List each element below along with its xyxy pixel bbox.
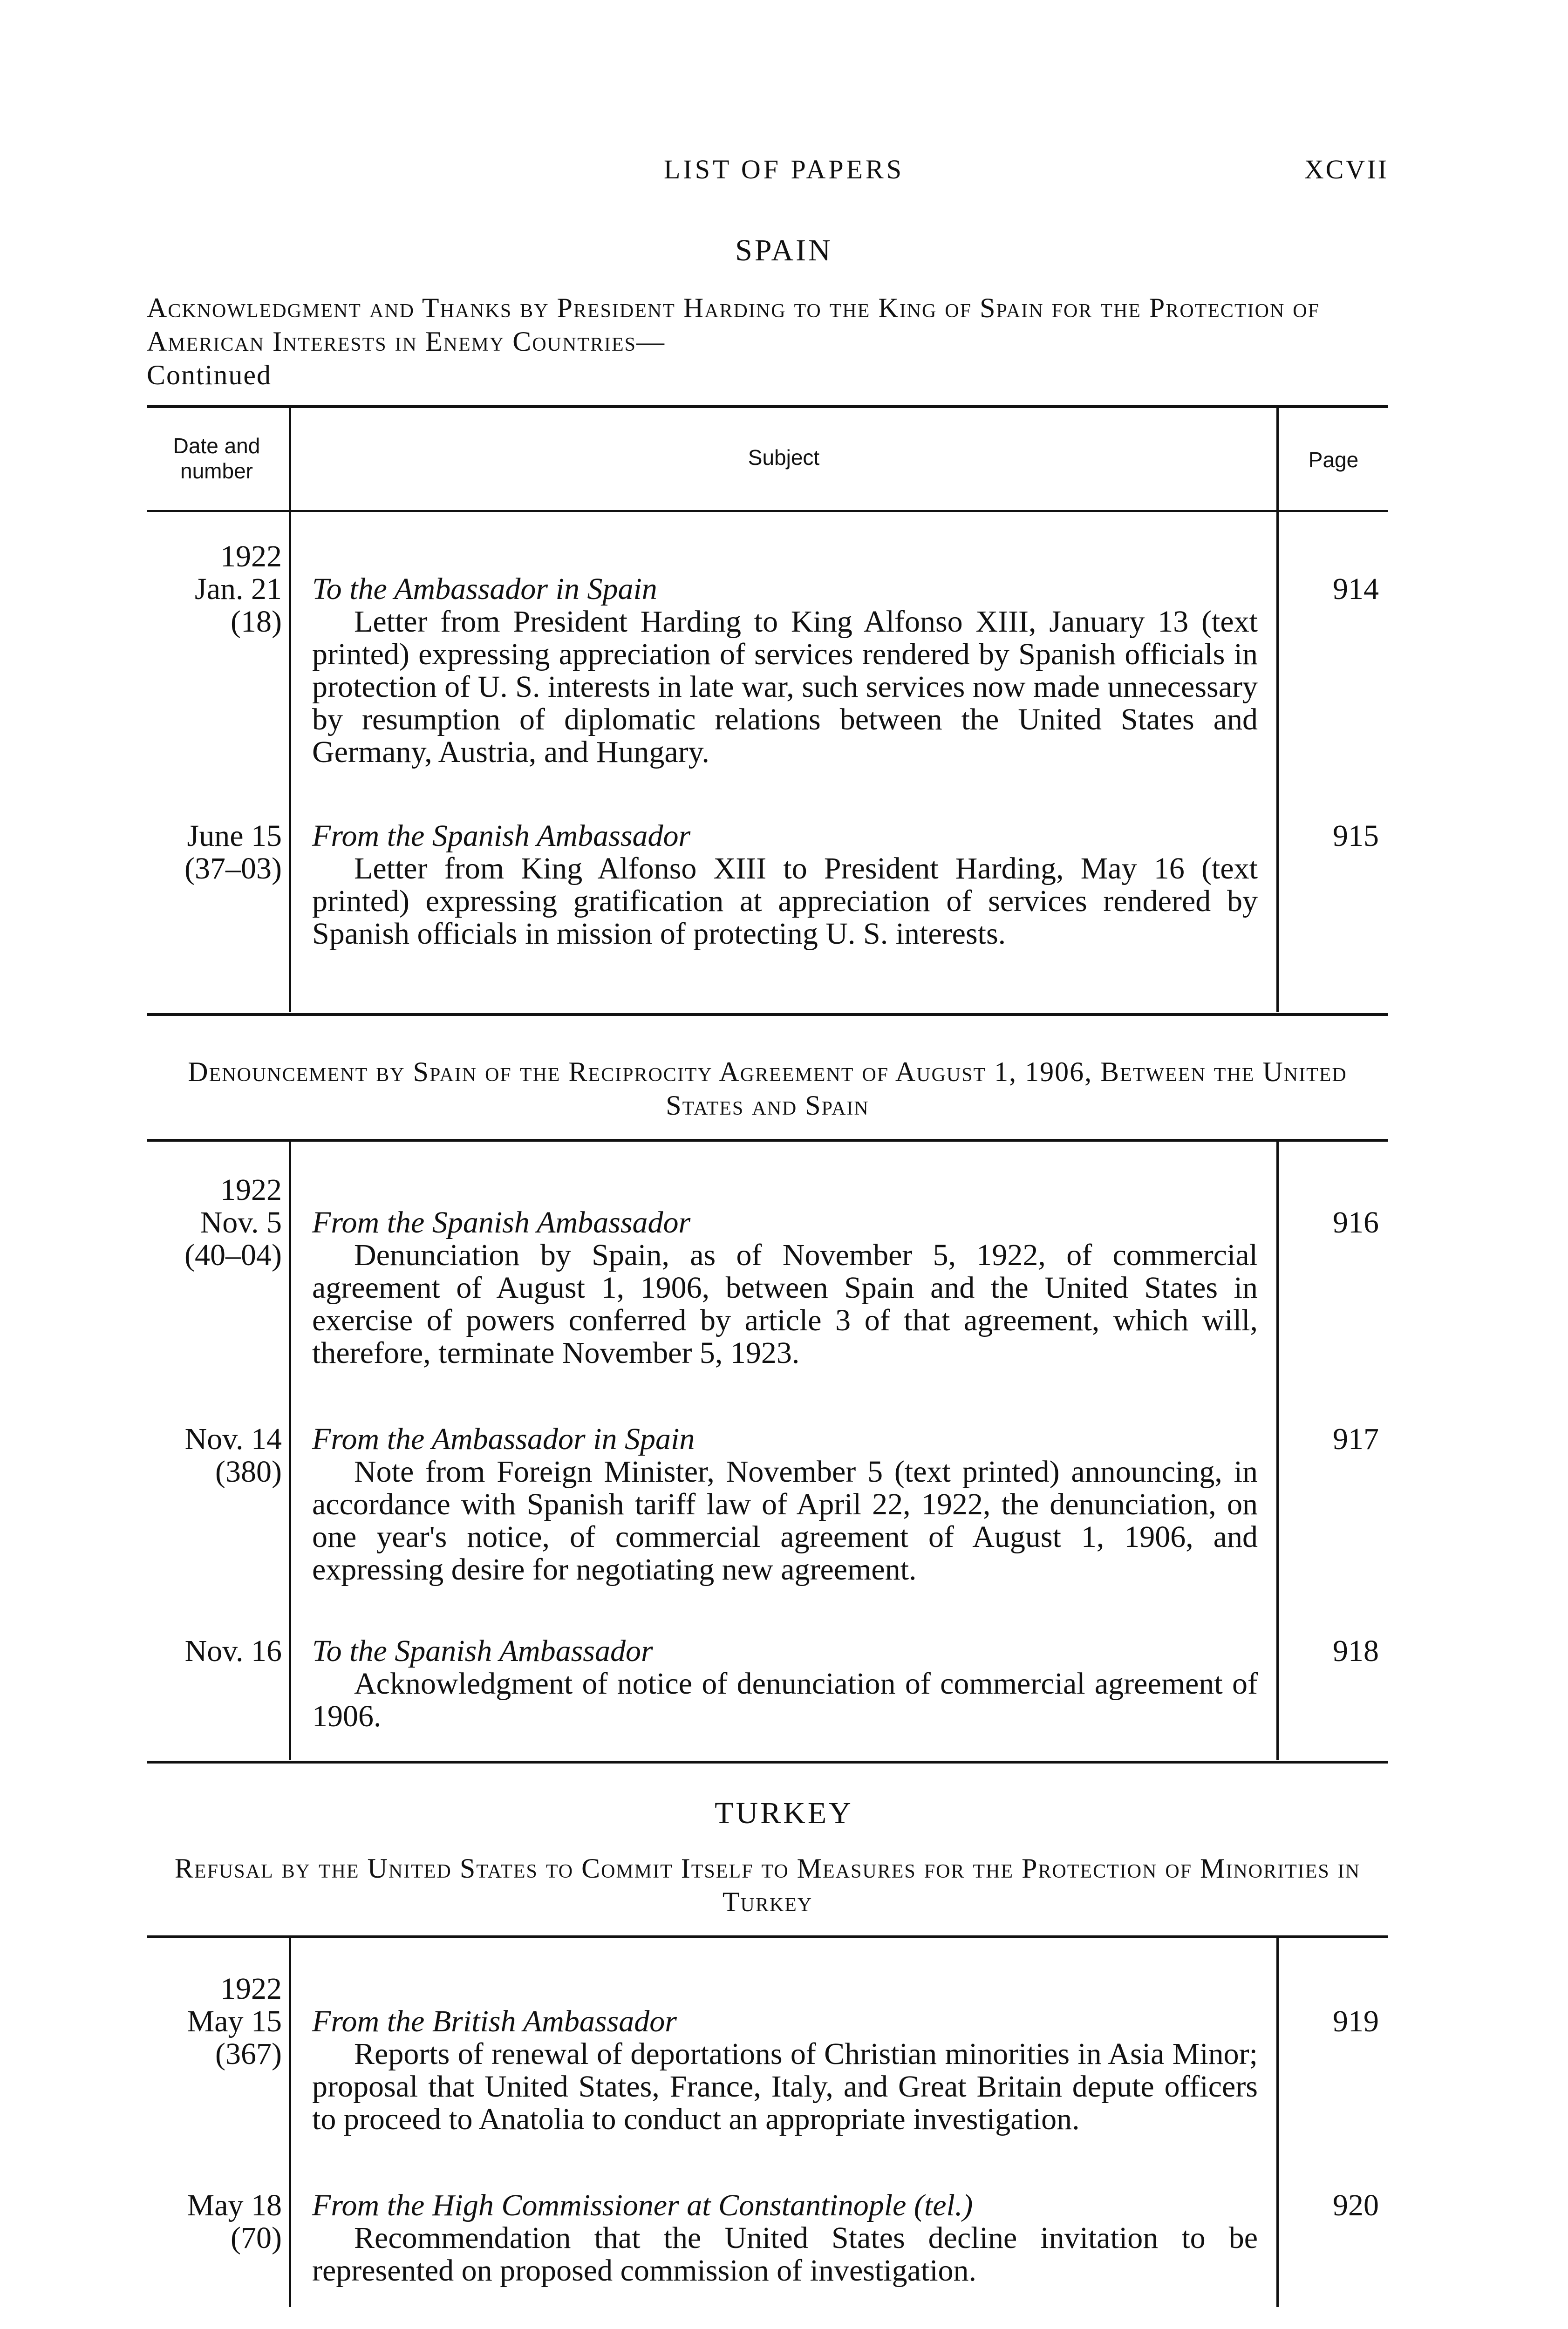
entry-body: Note from Foreign Minister, November 5 (text printed) announcing, in accordance with Spanish tariff law of April 22, 1922, the denunciation, on one year's notice, of commercial agreement of August 1, 1906, and expressing desire for negotiating new agreement.	[312, 1455, 1258, 1587]
entry-subject	[312, 1635, 1258, 1733]
column-divider-date	[289, 407, 291, 1012]
entry-page-ref: 919	[1333, 2004, 1379, 2038]
entry-date: May 15	[187, 2004, 282, 2038]
entry-title: To the Ambassador in Spain	[312, 572, 657, 606]
table-top-rule	[147, 405, 1388, 408]
column-divider-date	[289, 1937, 291, 2307]
entry-date: Nov. 14	[184, 1422, 282, 1456]
entry-date: Jan. 21	[195, 572, 282, 606]
entry-date: Nov. 5	[200, 1205, 282, 1239]
entry-subject	[312, 820, 1258, 950]
column-header-page: Page	[1308, 448, 1359, 472]
entry-page-ref: 920	[1333, 2188, 1379, 2222]
country-heading-spain: SPAIN	[735, 233, 833, 267]
entry-page-ref: 915	[1333, 819, 1379, 853]
entry-number: (18)	[231, 605, 282, 639]
table-bottom-rule	[147, 1761, 1388, 1764]
table-top-rule	[147, 1935, 1388, 1938]
entry-title: From the High Commissioner at Constantinople (tel.)	[312, 2188, 973, 2222]
section-heading-acknowledgment	[147, 291, 1388, 392]
entry-subject	[312, 573, 1258, 769]
entry-number: (40–04)	[184, 1238, 282, 1272]
entry-date: Nov. 16	[184, 1634, 282, 1668]
entry-title: To the Spanish Ambassador	[312, 1634, 653, 1668]
entry-date-cell	[147, 2189, 282, 2254]
column-divider-date	[289, 1140, 291, 1760]
entry-page-ref: 916	[1333, 1205, 1379, 1239]
column-divider-page	[1276, 1140, 1279, 1760]
entry-subject	[312, 1423, 1258, 1586]
column-divider-page	[1276, 1937, 1279, 2307]
entry-date-cell	[147, 820, 282, 885]
entry-subject	[312, 2189, 1258, 2287]
header-underline-subject	[291, 510, 1276, 512]
entry-title: From the British Ambassador	[312, 2004, 677, 2038]
country-heading-turkey: TURKEY	[715, 1796, 853, 1830]
entry-body: Acknowledgment of notice of denunciation of commercial agreement of 1906.	[312, 1667, 1258, 1733]
entry-number: (380)	[215, 1455, 282, 1489]
entry-date-cell	[147, 540, 282, 638]
entry-date: June 15	[187, 819, 282, 853]
entry-year: 1922	[220, 539, 282, 573]
entry-date-cell	[147, 1174, 282, 1272]
entry-year: 1922	[220, 1972, 282, 2006]
table-top-rule	[147, 1139, 1388, 1142]
section-heading-text: Acknowledgment and Thanks by President Harding to the King of Spain for the Protection of American Interests in Enemy Countries—	[147, 293, 1320, 357]
entry-body: Reports of renewal of deportations of Christian minorities in Asia Minor; proposal that United States, France, Italy, and Great Britain depute officers to proceed to Anatolia to conduct an appropriate investigation.	[312, 2037, 1258, 2136]
column-header-subject: Subject	[748, 445, 820, 470]
column-header-date: Date and number	[173, 434, 260, 483]
entry-date-cell	[147, 1973, 282, 2070]
entry-number: (367)	[215, 2037, 282, 2071]
running-title: LIST OF PAPERS	[664, 154, 904, 184]
section-heading-denouncement: Denouncement by Spain of the Reciprocity Agreement of August 1, 1906, Between the United States and Spain	[188, 1056, 1347, 1121]
entry-subject	[312, 2005, 1258, 2136]
entry-body: Letter from President Harding to King Alfonso XIII, January 13 (text printed) expressing appreciation of services rendered by Spanish officials in protection of U. S. interests in late war, such services now made unnecessary by resumption of diplomatic relations between the United States and Germany, Austria, and Hungary.	[312, 605, 1258, 769]
entry-number: (70)	[231, 2221, 282, 2255]
entry-number: (37–03)	[184, 851, 282, 885]
section-heading-refusal: Refusal by the United States to Commit Itself to Measures for the Protection of Minorities in Turkey	[174, 1853, 1361, 1917]
continued-label: Continued	[147, 360, 272, 390]
entry-body: Recommendation that the United States decline invitation to be represented on proposed commission of investigation.	[312, 2221, 1258, 2288]
table-bottom-rule	[147, 1013, 1388, 1016]
entry-title: From the Spanish Ambassador	[312, 819, 691, 853]
header-underline-date	[147, 510, 289, 512]
entry-body: Denunciation by Spain, as of November 5, 1922, of commercial agreement of August 1, 1906, between Spain and the United States in exercise of powers conferred by article 3 of that agreement, which will, therefore, terminate November 5, 1923.	[312, 1238, 1258, 1370]
entry-date: May 18	[187, 2188, 282, 2222]
page-number: XCVII	[1304, 154, 1389, 184]
entry-subject	[312, 1206, 1258, 1369]
entry-page-ref: 918	[1333, 1634, 1379, 1668]
entry-year: 1922	[220, 1173, 282, 1207]
entry-date-cell	[147, 1423, 282, 1488]
running-header	[0, 154, 1568, 196]
entry-body: Letter from King Alfonso XIII to President Harding, May 16 (text printed) expressing gratification at appreciation of services rendered by Spanish officials in mission of protecting U. S. interests.	[312, 851, 1258, 951]
entry-page-ref: 917	[1333, 1422, 1379, 1456]
header-underline-page	[1279, 510, 1388, 512]
entry-title: From the Ambassador in Spain	[312, 1422, 695, 1456]
entry-title: From the Spanish Ambassador	[312, 1205, 691, 1239]
entry-page-ref: 914	[1333, 572, 1379, 606]
entry-date-cell	[147, 1635, 282, 1668]
column-divider-page	[1276, 407, 1279, 1012]
